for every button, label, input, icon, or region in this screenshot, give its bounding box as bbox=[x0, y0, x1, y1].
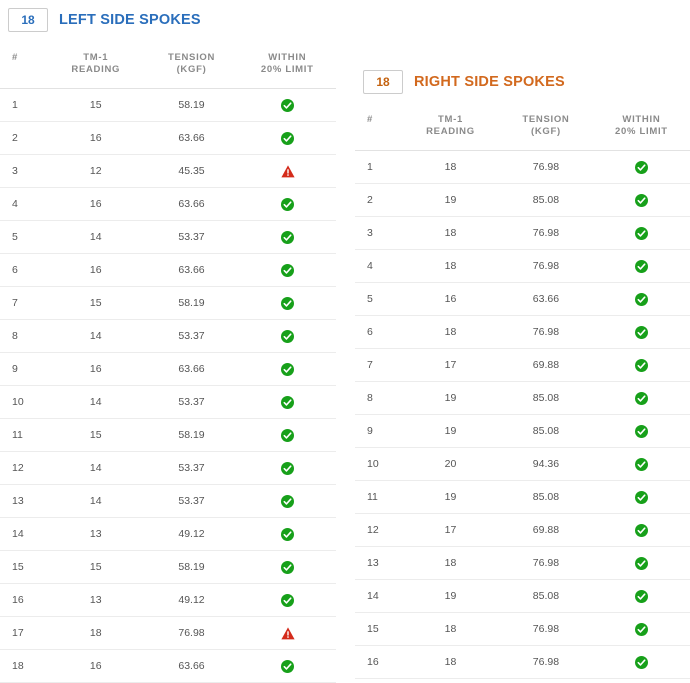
table-row bbox=[0, 518, 336, 551]
table-row bbox=[355, 382, 690, 415]
column-header-tension bbox=[144, 42, 238, 89]
cell-spoke-number: 3 bbox=[355, 217, 402, 250]
cell-tm1-reading: 17 bbox=[402, 514, 499, 547]
check-circle-icon bbox=[281, 561, 294, 574]
column-header-number: # bbox=[355, 104, 402, 151]
cell-within-limit-status bbox=[593, 613, 690, 646]
cell-tm1-reading: 19 bbox=[402, 580, 499, 613]
cell-within-limit-status bbox=[593, 415, 690, 448]
cell-within-limit-status bbox=[239, 386, 336, 419]
table-row bbox=[0, 650, 336, 683]
warning-triangle-icon bbox=[281, 165, 294, 178]
table-row bbox=[355, 580, 690, 613]
cell-within-limit-status bbox=[593, 382, 690, 415]
cell-tension-kgf: 85.08 bbox=[499, 481, 593, 514]
cell-tm1-reading: 16 bbox=[47, 650, 144, 683]
table-row bbox=[0, 221, 336, 254]
cell-tension-kgf: 58.19 bbox=[144, 551, 238, 584]
cell-tm1-reading: 16 bbox=[402, 283, 499, 316]
cell-spoke-number: 8 bbox=[0, 320, 47, 353]
cell-within-limit-status bbox=[593, 514, 690, 547]
cell-tension-kgf: 69.88 bbox=[499, 514, 593, 547]
cell-tm1-reading: 14 bbox=[47, 221, 144, 254]
cell-within-limit-status bbox=[593, 184, 690, 217]
cell-within-limit-status bbox=[239, 584, 336, 617]
cell-within-limit-status bbox=[239, 419, 336, 452]
cell-tension-kgf: 63.66 bbox=[144, 650, 238, 683]
column-header-tension-line1: TENSION bbox=[167, 52, 216, 63]
cell-tension-kgf: 45.35 bbox=[144, 155, 238, 188]
cell-spoke-number: 12 bbox=[355, 514, 402, 547]
column-header-tm1-reading-line2: READING bbox=[426, 126, 475, 137]
cell-tm1-reading: 18 bbox=[402, 547, 499, 580]
cell-tm1-reading: 19 bbox=[402, 415, 499, 448]
cell-within-limit-status bbox=[239, 155, 336, 188]
left-spoke-count-badge: 18 bbox=[8, 8, 48, 32]
cell-spoke-number: 18 bbox=[0, 650, 47, 683]
check-circle-icon bbox=[281, 528, 294, 541]
table-header-row bbox=[0, 42, 336, 89]
table-row bbox=[355, 283, 690, 316]
table-row bbox=[0, 551, 336, 584]
table-row bbox=[0, 584, 336, 617]
cell-spoke-number: 4 bbox=[355, 250, 402, 283]
cell-tension-kgf: 69.88 bbox=[499, 349, 593, 382]
cell-tension-kgf: 53.37 bbox=[144, 452, 238, 485]
check-circle-icon bbox=[635, 326, 648, 339]
check-circle-icon bbox=[281, 99, 294, 112]
cell-tension-kgf: 85.08 bbox=[499, 184, 593, 217]
cell-tm1-reading: 15 bbox=[47, 89, 144, 122]
cell-tm1-reading: 13 bbox=[47, 584, 144, 617]
cell-within-limit-status bbox=[239, 485, 336, 518]
right-panel-header bbox=[355, 62, 690, 104]
check-circle-icon bbox=[635, 623, 648, 636]
cell-within-limit-status bbox=[239, 188, 336, 221]
cell-within-limit-status bbox=[239, 452, 336, 485]
cell-within-limit-status bbox=[593, 448, 690, 481]
cell-tension-kgf: 63.66 bbox=[144, 188, 238, 221]
column-header-tension bbox=[499, 104, 593, 151]
check-circle-icon bbox=[635, 359, 648, 372]
cell-tension-kgf: 76.98 bbox=[499, 646, 593, 679]
cell-tm1-reading: 16 bbox=[47, 122, 144, 155]
cell-tm1-reading: 19 bbox=[402, 481, 499, 514]
cell-tension-kgf: 63.66 bbox=[144, 122, 238, 155]
cell-within-limit-status bbox=[239, 122, 336, 155]
check-circle-icon bbox=[281, 462, 294, 475]
left-panel-header bbox=[0, 0, 336, 42]
column-header-tension-line2: (KGF) bbox=[530, 126, 561, 137]
table-row bbox=[0, 419, 336, 452]
cell-tm1-reading: 18 bbox=[402, 316, 499, 349]
check-circle-icon bbox=[281, 660, 294, 673]
check-circle-icon bbox=[281, 396, 294, 409]
cell-tension-kgf: 63.66 bbox=[499, 283, 593, 316]
cell-spoke-number: 1 bbox=[0, 89, 47, 122]
cell-spoke-number: 1 bbox=[355, 151, 402, 184]
column-header-tm1-reading-line2: READING bbox=[71, 64, 121, 75]
table-header-row bbox=[355, 104, 690, 151]
cell-within-limit-status bbox=[593, 217, 690, 250]
column-header-tm1-reading-line1: TM-1 bbox=[83, 52, 109, 63]
check-circle-icon bbox=[635, 227, 648, 240]
cell-tension-kgf: 58.19 bbox=[144, 287, 238, 320]
table-row bbox=[355, 481, 690, 514]
cell-within-limit-status bbox=[239, 551, 336, 584]
cell-within-limit-status bbox=[239, 353, 336, 386]
check-circle-icon bbox=[635, 656, 648, 669]
right-spoke-table bbox=[355, 104, 690, 679]
column-header-tm1-reading-line1: TM-1 bbox=[437, 114, 463, 125]
cell-tm1-reading: 20 bbox=[402, 448, 499, 481]
cell-within-limit-status bbox=[239, 650, 336, 683]
cell-tm1-reading: 18 bbox=[47, 617, 144, 650]
cell-tm1-reading: 14 bbox=[47, 320, 144, 353]
cell-tm1-reading: 15 bbox=[47, 551, 144, 584]
cell-spoke-number: 6 bbox=[355, 316, 402, 349]
cell-spoke-number: 17 bbox=[0, 617, 47, 650]
left-panel-title: LEFT SIDE SPOKES bbox=[59, 12, 201, 28]
table-row bbox=[0, 485, 336, 518]
cell-tm1-reading: 19 bbox=[402, 382, 499, 415]
cell-spoke-number: 10 bbox=[0, 386, 47, 419]
check-circle-icon bbox=[281, 429, 294, 442]
check-circle-icon bbox=[281, 330, 294, 343]
cell-tension-kgf: 63.66 bbox=[144, 254, 238, 287]
check-circle-icon bbox=[281, 198, 294, 211]
table-row bbox=[0, 320, 336, 353]
check-circle-icon bbox=[635, 425, 648, 438]
cell-tm1-reading: 18 bbox=[402, 250, 499, 283]
cell-tm1-reading: 17 bbox=[402, 349, 499, 382]
cell-tension-kgf: 53.37 bbox=[144, 386, 238, 419]
cell-tension-kgf: 63.66 bbox=[144, 353, 238, 386]
cell-tension-kgf: 53.37 bbox=[144, 221, 238, 254]
check-circle-icon bbox=[635, 293, 648, 306]
table-row bbox=[0, 386, 336, 419]
cell-tm1-reading: 19 bbox=[402, 184, 499, 217]
cell-spoke-number: 3 bbox=[0, 155, 47, 188]
table-row bbox=[0, 617, 336, 650]
right-side-spokes-panel bbox=[355, 62, 690, 679]
table-row bbox=[355, 613, 690, 646]
cell-tension-kgf: 76.98 bbox=[499, 547, 593, 580]
check-circle-icon bbox=[281, 132, 294, 145]
check-circle-icon bbox=[635, 524, 648, 537]
cell-within-limit-status bbox=[239, 287, 336, 320]
cell-within-limit-status bbox=[239, 254, 336, 287]
check-circle-icon bbox=[635, 491, 648, 504]
cell-tension-kgf: 76.98 bbox=[499, 217, 593, 250]
right-table-body bbox=[355, 151, 690, 679]
cell-tension-kgf: 53.37 bbox=[144, 485, 238, 518]
cell-spoke-number: 16 bbox=[0, 584, 47, 617]
cell-spoke-number: 6 bbox=[0, 254, 47, 287]
cell-spoke-number: 4 bbox=[0, 188, 47, 221]
column-header-number: # bbox=[0, 42, 47, 89]
cell-spoke-number: 11 bbox=[0, 419, 47, 452]
column-header-within-limit bbox=[593, 104, 690, 151]
cell-spoke-number: 2 bbox=[355, 184, 402, 217]
table-row bbox=[355, 217, 690, 250]
cell-spoke-number: 9 bbox=[355, 415, 402, 448]
cell-tm1-reading: 16 bbox=[47, 188, 144, 221]
table-row bbox=[355, 151, 690, 184]
left-table-header bbox=[0, 42, 336, 89]
column-header-within-limit-line2: 20% LIMIT bbox=[260, 64, 314, 75]
cell-spoke-number: 13 bbox=[355, 547, 402, 580]
cell-tm1-reading: 18 bbox=[402, 217, 499, 250]
table-row bbox=[355, 250, 690, 283]
cell-spoke-number: 5 bbox=[355, 283, 402, 316]
cell-tm1-reading: 18 bbox=[402, 151, 499, 184]
right-table-header bbox=[355, 104, 690, 151]
cell-within-limit-status bbox=[593, 349, 690, 382]
check-circle-icon bbox=[281, 231, 294, 244]
table-row bbox=[355, 448, 690, 481]
cell-within-limit-status bbox=[239, 617, 336, 650]
check-circle-icon bbox=[635, 194, 648, 207]
column-header-within-limit bbox=[239, 42, 336, 89]
cell-spoke-number: 15 bbox=[355, 613, 402, 646]
right-panel-title: RIGHT SIDE SPOKES bbox=[414, 74, 565, 90]
cell-spoke-number: 15 bbox=[0, 551, 47, 584]
cell-tm1-reading: 14 bbox=[47, 485, 144, 518]
cell-tension-kgf: 58.19 bbox=[144, 419, 238, 452]
table-row bbox=[0, 188, 336, 221]
cell-spoke-number: 16 bbox=[355, 646, 402, 679]
column-header-tm1-reading bbox=[47, 42, 144, 89]
table-row bbox=[0, 452, 336, 485]
cell-tension-kgf: 85.08 bbox=[499, 415, 593, 448]
cell-spoke-number: 10 bbox=[355, 448, 402, 481]
check-circle-icon bbox=[635, 161, 648, 174]
cell-tension-kgf: 53.37 bbox=[144, 320, 238, 353]
cell-spoke-number: 9 bbox=[0, 353, 47, 386]
cell-tension-kgf: 76.98 bbox=[499, 250, 593, 283]
cell-tm1-reading: 15 bbox=[47, 419, 144, 452]
cell-tension-kgf: 49.12 bbox=[144, 518, 238, 551]
cell-tm1-reading: 14 bbox=[47, 386, 144, 419]
check-circle-icon bbox=[635, 260, 648, 273]
cell-tm1-reading: 13 bbox=[47, 518, 144, 551]
check-circle-icon bbox=[281, 363, 294, 376]
cell-spoke-number: 14 bbox=[0, 518, 47, 551]
cell-within-limit-status bbox=[239, 320, 336, 353]
column-header-tension-line1: TENSION bbox=[522, 114, 570, 125]
cell-within-limit-status bbox=[593, 151, 690, 184]
table-row bbox=[0, 254, 336, 287]
cell-tension-kgf: 85.08 bbox=[499, 382, 593, 415]
table-row bbox=[0, 89, 336, 122]
cell-tm1-reading: 12 bbox=[47, 155, 144, 188]
table-row bbox=[355, 646, 690, 679]
cell-spoke-number: 7 bbox=[355, 349, 402, 382]
check-circle-icon bbox=[281, 495, 294, 508]
table-row bbox=[355, 316, 690, 349]
cell-spoke-number: 13 bbox=[0, 485, 47, 518]
cell-within-limit-status bbox=[593, 547, 690, 580]
check-circle-icon bbox=[635, 392, 648, 405]
cell-within-limit-status bbox=[593, 646, 690, 679]
cell-tension-kgf: 85.08 bbox=[499, 580, 593, 613]
cell-tension-kgf: 76.98 bbox=[499, 613, 593, 646]
cell-tm1-reading: 18 bbox=[402, 646, 499, 679]
check-circle-icon bbox=[281, 264, 294, 277]
table-row bbox=[355, 514, 690, 547]
check-circle-icon bbox=[635, 590, 648, 603]
cell-within-limit-status bbox=[239, 518, 336, 551]
table-row bbox=[0, 122, 336, 155]
table-row bbox=[355, 547, 690, 580]
column-header-tension-line2: (KGF) bbox=[176, 64, 207, 75]
cell-within-limit-status bbox=[239, 89, 336, 122]
table-row bbox=[0, 155, 336, 188]
cell-tension-kgf: 49.12 bbox=[144, 584, 238, 617]
cell-spoke-number: 12 bbox=[0, 452, 47, 485]
cell-within-limit-status bbox=[593, 580, 690, 613]
table-row bbox=[355, 349, 690, 382]
cell-within-limit-status bbox=[593, 481, 690, 514]
cell-tm1-reading: 16 bbox=[47, 254, 144, 287]
column-header-within-limit-line2: 20% LIMIT bbox=[615, 126, 668, 137]
left-table-body bbox=[0, 89, 336, 683]
check-circle-icon bbox=[281, 594, 294, 607]
left-side-spokes-panel bbox=[0, 0, 336, 683]
cell-within-limit-status bbox=[239, 221, 336, 254]
cell-tension-kgf: 58.19 bbox=[144, 89, 238, 122]
cell-tension-kgf: 76.98 bbox=[499, 316, 593, 349]
check-circle-icon bbox=[635, 557, 648, 570]
table-row bbox=[355, 184, 690, 217]
check-circle-icon bbox=[281, 297, 294, 310]
cell-tension-kgf: 94.36 bbox=[499, 448, 593, 481]
cell-within-limit-status bbox=[593, 250, 690, 283]
table-row bbox=[0, 287, 336, 320]
cell-spoke-number: 14 bbox=[355, 580, 402, 613]
table-row bbox=[0, 353, 336, 386]
left-spoke-table bbox=[0, 42, 336, 683]
right-spoke-count-badge: 18 bbox=[363, 70, 403, 94]
cell-tm1-reading: 14 bbox=[47, 452, 144, 485]
cell-tension-kgf: 76.98 bbox=[499, 151, 593, 184]
column-header-within-limit-line1: WITHIN bbox=[268, 52, 307, 63]
cell-spoke-number: 11 bbox=[355, 481, 402, 514]
cell-tension-kgf: 76.98 bbox=[144, 617, 238, 650]
column-header-tm1-reading bbox=[402, 104, 499, 151]
warning-triangle-icon bbox=[281, 627, 294, 640]
cell-tm1-reading: 15 bbox=[47, 287, 144, 320]
column-header-within-limit-line1: WITHIN bbox=[622, 114, 661, 125]
cell-spoke-number: 5 bbox=[0, 221, 47, 254]
cell-within-limit-status bbox=[593, 283, 690, 316]
table-row bbox=[355, 415, 690, 448]
check-circle-icon bbox=[635, 458, 648, 471]
cell-tm1-reading: 16 bbox=[47, 353, 144, 386]
cell-within-limit-status bbox=[593, 316, 690, 349]
cell-spoke-number: 8 bbox=[355, 382, 402, 415]
cell-tm1-reading: 18 bbox=[402, 613, 499, 646]
cell-spoke-number: 7 bbox=[0, 287, 47, 320]
cell-spoke-number: 2 bbox=[0, 122, 47, 155]
